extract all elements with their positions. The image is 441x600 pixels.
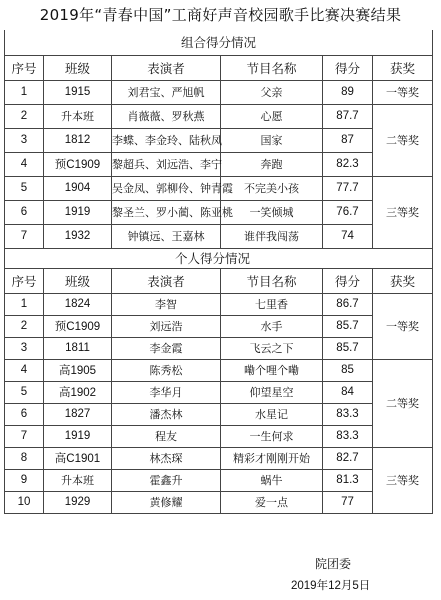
row-score: 87.7 bbox=[323, 104, 373, 128]
page-title: 2019年“青春中国”工商好声音校园歌手比赛决赛结果 bbox=[39, 6, 402, 24]
row-class: 1827 bbox=[44, 403, 112, 425]
table-row bbox=[5, 80, 433, 104]
row-song: 一生何求 bbox=[221, 425, 323, 447]
table-row bbox=[5, 425, 433, 447]
row-score: 85 bbox=[323, 359, 373, 381]
award-third: 三等奖 bbox=[373, 447, 433, 513]
header-score: 得分 bbox=[323, 55, 373, 80]
table-row bbox=[5, 469, 433, 491]
row-performers: 黎超兵、刘远浩、李宁 bbox=[112, 152, 221, 176]
row-song: 国家 bbox=[221, 128, 323, 152]
row-class: 1919 bbox=[44, 200, 112, 224]
award-first: 一等奖 bbox=[373, 80, 433, 104]
row-no: 5 bbox=[5, 381, 44, 403]
row-performers: 刘远浩 bbox=[112, 315, 221, 337]
row-song: 嘞个哩个嘞 bbox=[221, 359, 323, 381]
award-second: 二等奖 bbox=[373, 104, 433, 176]
issue-date: 2019年12月5日 bbox=[291, 580, 371, 592]
row-no: 1 bbox=[5, 293, 44, 315]
row-performers: 黄修耀 bbox=[112, 491, 221, 513]
row-performers: 肖薇薇、罗秋燕 bbox=[112, 104, 221, 128]
header-performers: 表演者 bbox=[112, 268, 221, 293]
row-performers: 钟镇远、王嘉林 bbox=[112, 224, 221, 248]
header-class: 班级 bbox=[44, 55, 112, 80]
header-song: 节目名称 bbox=[221, 55, 323, 80]
row-score: 83.3 bbox=[323, 425, 373, 447]
table-row bbox=[5, 359, 433, 381]
row-score: 89 bbox=[323, 80, 373, 104]
row-song: 爱一点 bbox=[221, 491, 323, 513]
row-score: 77.7 bbox=[323, 176, 373, 200]
row-class: 预C1909 bbox=[44, 315, 112, 337]
header-score: 得分 bbox=[323, 268, 373, 293]
row-song: 水手 bbox=[221, 315, 323, 337]
table-row bbox=[5, 104, 433, 128]
row-class: 高1902 bbox=[44, 381, 112, 403]
table-row bbox=[5, 293, 433, 315]
row-performers: 潘杰林 bbox=[112, 403, 221, 425]
row-class: 高1905 bbox=[44, 359, 112, 381]
row-no: 7 bbox=[5, 224, 44, 248]
group-section-heading: 组合得分情况 bbox=[5, 30, 433, 55]
row-class: 1932 bbox=[44, 224, 112, 248]
row-performers: 陈秀松 bbox=[112, 359, 221, 381]
header-no: 序号 bbox=[5, 268, 44, 293]
row-performers: 黎圣兰、罗小蔺、陈亚桃 bbox=[112, 200, 221, 224]
issuing-organization: 院团委 bbox=[315, 557, 352, 571]
table-row bbox=[5, 200, 433, 224]
row-performers: 吴金凤、郭柳伶、钟青霞 bbox=[112, 176, 221, 200]
row-score: 76.7 bbox=[323, 200, 373, 224]
table-row bbox=[5, 447, 433, 469]
row-score: 85.7 bbox=[323, 315, 373, 337]
row-score: 81.3 bbox=[323, 469, 373, 491]
row-score: 83.3 bbox=[323, 403, 373, 425]
row-no: 3 bbox=[5, 128, 44, 152]
row-score: 85.7 bbox=[323, 337, 373, 359]
row-song: 飞云之下 bbox=[221, 337, 323, 359]
row-no: 10 bbox=[5, 491, 44, 513]
header-class: 班级 bbox=[44, 268, 112, 293]
individual-section-heading-row bbox=[5, 248, 433, 268]
row-no: 7 bbox=[5, 425, 44, 447]
row-no: 4 bbox=[5, 152, 44, 176]
row-no: 2 bbox=[5, 315, 44, 337]
table-row bbox=[5, 315, 433, 337]
award-third: 三等奖 bbox=[373, 176, 433, 248]
row-class: 1929 bbox=[44, 491, 112, 513]
row-no: 4 bbox=[5, 359, 44, 381]
row-class: 升本班 bbox=[44, 469, 112, 491]
row-performers: 霍鑫升 bbox=[112, 469, 221, 491]
row-song: 奔跑 bbox=[221, 152, 323, 176]
row-no: 6 bbox=[5, 200, 44, 224]
row-no: 2 bbox=[5, 104, 44, 128]
table-row bbox=[5, 176, 433, 200]
row-no: 5 bbox=[5, 176, 44, 200]
row-no: 3 bbox=[5, 337, 44, 359]
row-performers: 刘君宝、严旭帆 bbox=[112, 80, 221, 104]
row-song: 七里香 bbox=[221, 293, 323, 315]
row-score: 84 bbox=[323, 381, 373, 403]
row-song: 心愿 bbox=[221, 104, 323, 128]
header-award: 获奖 bbox=[373, 268, 433, 293]
row-performers: 程友 bbox=[112, 425, 221, 447]
row-performers: 李蝶、李金玲、陆秋凤 bbox=[112, 128, 221, 152]
row-performers: 林杰琛 bbox=[112, 447, 221, 469]
table-row bbox=[5, 224, 433, 248]
row-no: 8 bbox=[5, 447, 44, 469]
row-song: 谁伴我闯荡 bbox=[221, 224, 323, 248]
row-song: 蜗牛 bbox=[221, 469, 323, 491]
row-no: 9 bbox=[5, 469, 44, 491]
row-class: 预C1909 bbox=[44, 152, 112, 176]
row-performers: 李智 bbox=[112, 293, 221, 315]
individual-section-heading: 个人得分情况 bbox=[5, 248, 433, 268]
row-score: 82.7 bbox=[323, 447, 373, 469]
row-song: 水星记 bbox=[221, 403, 323, 425]
row-score: 86.7 bbox=[323, 293, 373, 315]
row-song: 仰望星空 bbox=[221, 381, 323, 403]
row-song: 一笑倾城 bbox=[221, 200, 323, 224]
row-song: 父亲 bbox=[221, 80, 323, 104]
row-score: 77 bbox=[323, 491, 373, 513]
row-performers: 李华月 bbox=[112, 381, 221, 403]
row-song: 不完美小孩 bbox=[221, 176, 323, 200]
group-section-heading-row bbox=[5, 30, 433, 55]
header-performers: 表演者 bbox=[112, 55, 221, 80]
header-song: 节目名称 bbox=[221, 268, 323, 293]
row-class: 1812 bbox=[44, 128, 112, 152]
table-row bbox=[5, 381, 433, 403]
row-class: 1811 bbox=[44, 337, 112, 359]
table-row bbox=[5, 128, 433, 152]
table-row bbox=[5, 152, 433, 176]
table-row bbox=[5, 337, 433, 359]
row-class: 1915 bbox=[44, 80, 112, 104]
row-score: 82.3 bbox=[323, 152, 373, 176]
results-table bbox=[4, 30, 433, 514]
table-row bbox=[5, 491, 433, 513]
header-award: 获奖 bbox=[373, 55, 433, 80]
table-row bbox=[5, 403, 433, 425]
row-performers: 李金霞 bbox=[112, 337, 221, 359]
row-no: 6 bbox=[5, 403, 44, 425]
row-no: 1 bbox=[5, 80, 44, 104]
individual-table-header bbox=[5, 268, 433, 293]
row-song: 精彩才刚刚开始 bbox=[221, 447, 323, 469]
group-table-header bbox=[5, 55, 433, 80]
row-class: 1904 bbox=[44, 176, 112, 200]
award-second: 二等奖 bbox=[373, 359, 433, 447]
row-class: 1824 bbox=[44, 293, 112, 315]
award-first: 一等奖 bbox=[373, 293, 433, 359]
row-class: 1919 bbox=[44, 425, 112, 447]
header-no: 序号 bbox=[5, 55, 44, 80]
row-class: 高C1901 bbox=[44, 447, 112, 469]
row-score: 74 bbox=[323, 224, 373, 248]
row-class: 升本班 bbox=[44, 104, 112, 128]
row-score: 87 bbox=[323, 128, 373, 152]
